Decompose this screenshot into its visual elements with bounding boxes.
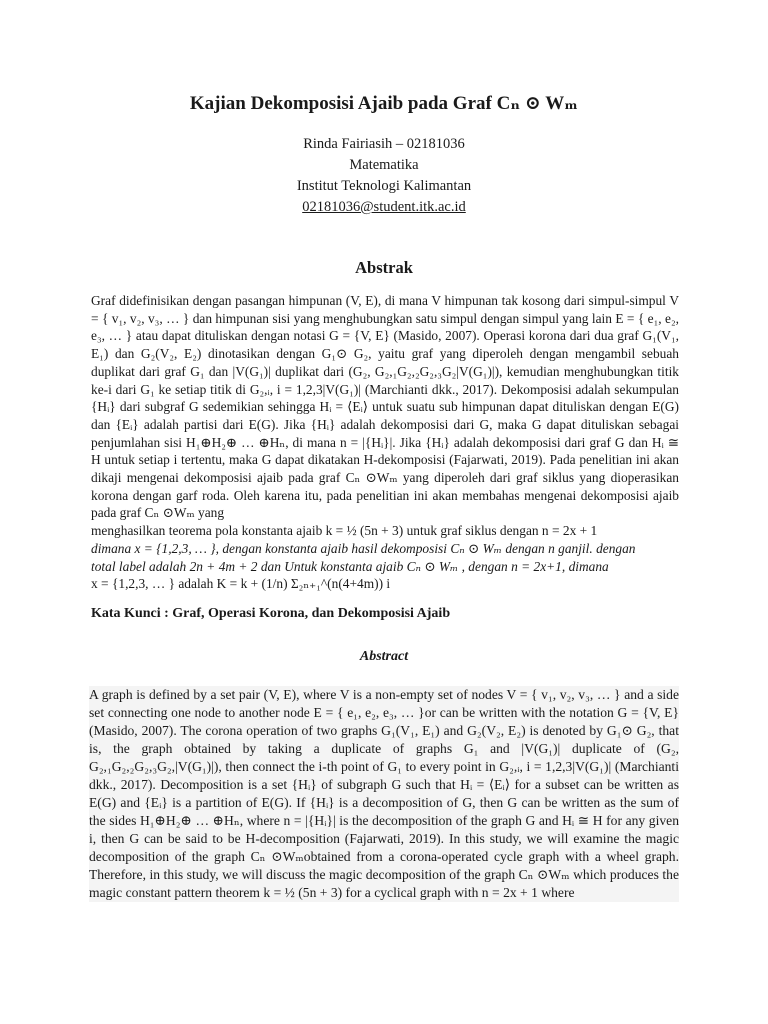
author-institution: Institut Teknologi Kalimantan bbox=[296, 178, 472, 194]
author-name: Rinda Fairiasih – 02181036 bbox=[303, 136, 465, 152]
abstrak-paragraph: Graf didefinisikan dengan pasangan himpunan (V, E), di mana V himpunan tak kosong dari simpul-simpul V = { v₁, v₂, v₃, … } dan himpunan sisi yang menghubungkan satu simpul dengan simpul yang lain E = { e₁, e₂, e₃, … } atau dapat dituliskan dengan notasi G = {V, E} (Masido, 2007). Operasi korona dari dua graf G₁(V₁, E₁) dan G₂(V₂, E₂) dinotasikan dengan G₁⊙ G₂, yaitu graf yang diperoleh dengan mengambil sebuah duplikat dari graf G₁ dan |V(G₁)| duplikat dari (G₂, G₂,₁G₂,₂G₂,₃G₂|V(G₁)|), kemudian menghubungkan titik ke-i dari G₁ ke setiap titik di G₂,ᵢ, i = 1,2,3|V(G₁)| (Marchianti dkk., 2017). Dekomposisi adalah sekumpulan {Hᵢ} dari subgraf G sedemikian sehingga Hᵢ = ⟨Eᵢ⟩ untuk suatu sub himpunan dapat dituliskan dengan E(G) dan {Eᵢ} adalah partisi dari E(G). Jika {Hᵢ} adalah dekomposisi dari G, maka G dapat dituliskan sebagai penjumlahan sisi H₁⊕H₂⊕ … ⊕Hₙ, di mana n = |{Hᵢ}|. Jika {Hᵢ} adalah dekomposisi dari graf G dan Hᵢ ≅ H untuk setiap i tertentu, maka G dapat dikatakan H-dekomposisi (Fajarwati, 2019). Pada penelitian ini akan dikaji mengenai dekomposisi ajaib pada graf Cₙ ⊙Wₘ yang diperoleh dari graf siklus yang dioperasikan korona dengan garf roda. Oleh karena itu, pada penelitian ini akan membahas mengenai dekomposisi ajaib pada graf Cₙ ⊙Wₘ yang bbox=[91, 293, 679, 521]
abstrak-theorem-line-4: x = {1,2,3, … } adalah K = k + (1/n) Σ₂ₙ₊₁^(n(4+4m)) i bbox=[91, 576, 391, 592]
paper-title: Kajian Dekomposisi Ajaib pada Graf Cₙ ⊙ Wₘ bbox=[189, 93, 579, 114]
abstract-body bbox=[89, 686, 679, 902]
abstrak-theorem-line-2: dimana x = {1,2,3, … }, dengan konstanta ajaib hasil dekomposisi Cₙ ⊙ Wₘ dengan n ganjil. dengan bbox=[91, 540, 636, 556]
abstrak-body bbox=[91, 292, 679, 593]
abstrak-theorem-line-3: total label adalah 2n + 4m + 2 dan Untuk konstanta ajaib Cₙ ⊙ Wₘ , dengan n = 2x+1, dimana bbox=[91, 558, 609, 574]
author-department: Matematika bbox=[349, 157, 419, 173]
author-block bbox=[0, 134, 768, 218]
author-email-link[interactable]: 02181036@student.itk.ac.id bbox=[302, 199, 466, 215]
keywords: Kata Kunci : Graf, Operasi Korona, dan Dekomposisi Ajaib bbox=[91, 606, 451, 621]
abstrak-theorem-line-1: menghasilkan teorema pola konstanta ajaib k = ½ (5n + 3) untuk graf siklus dengan n = 2x + 1 bbox=[91, 523, 598, 539]
abstract-heading: Abstract bbox=[359, 649, 409, 664]
abstrak-heading: Abstrak bbox=[355, 258, 413, 277]
abstract-paragraph: A graph is defined by a set pair (V, E), where V is a non-empty set of nodes V = { v₁, v₂, v₃, … } and a side set connecting one node to another node E = { e₁, e₂, e₃, … }or can be written with the notation G = {V, E} (Masido, 2007). The corona operation of two graphs G₁(V₁, E₁) and G₂(V₂, E₂) is denoted by G₁⊙ G₂, that is, the graph obtained by taking a duplicate of graphs G₁ and |V(G₁)| duplicate of (G₂, G₂,₁G₂,₂G₂,₃G₂,|V(G₁)|), then connect the i-th point of G₁ to every point in G₂,ᵢ, i = 1,2,3|V(G₁)| (Marchianti dkk., 2017). Decomposition is a set {Hᵢ} of subgraph G such that Hᵢ = ⟨Eᵢ⟩ for a subset can be written as E(G) and {Eᵢ} is a partition of E(G). If {Hᵢ} is a decomposition of G, then G can be written as the sum of the sides H₁⊕H₂⊕ … ⊕Hₙ, where n = |{Hᵢ}| is the decomposition of the graph G and Hᵢ ≅ H for any given i, then G can be said to be H-decomposition (Fajarwati, 2019). In this study, we will examine the magic decomposition of the graph Cₙ ⊙Wₘobtained from a corona-operated cycle graph with a wheel graph. Therefore, in this study, we will discuss the magic decomposition of the graph Cₙ ⊙Wₘ which produces the magic constant pattern theorem k = ½ (5n + 3) for a cyclical graph with n = 2x + 1 where bbox=[89, 687, 679, 900]
